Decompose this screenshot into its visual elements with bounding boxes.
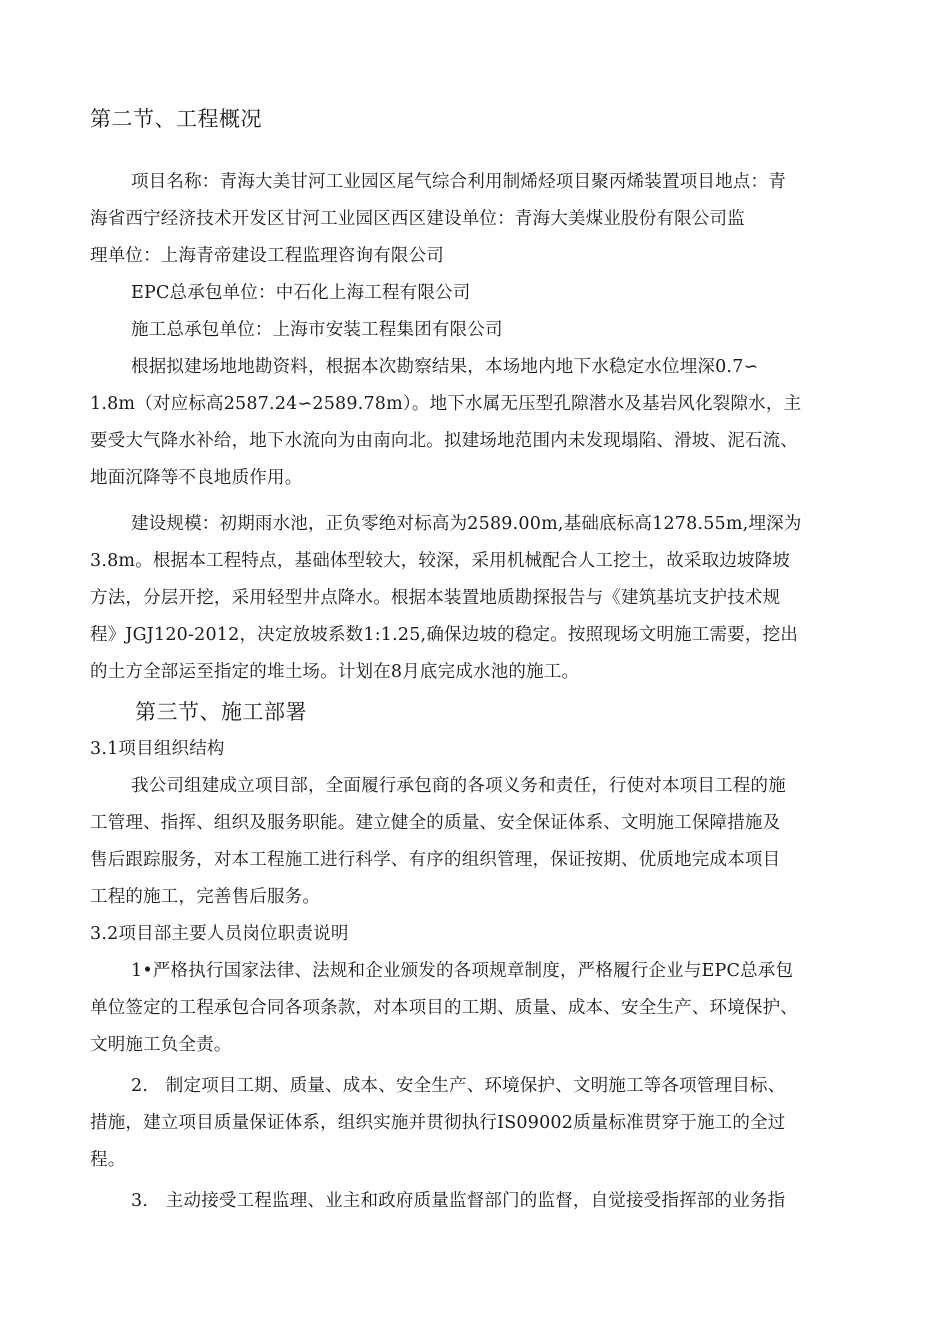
project-info-line: 理单位：上海青帝建设工程监理咨询有限公司 xyxy=(90,246,444,266)
duty-line: 程。 xyxy=(90,1150,126,1170)
project-info-line: 施工总承包单位：上海市安装工程集团有限公司 xyxy=(131,320,503,340)
duty-line: 措施，建立项目质量保证体系，组织实施并贯彻执行IS09002质量标准贯穿于施工的全过 xyxy=(90,1113,786,1133)
duty-line: 1•严格执行国家法律、法规和企业颁发的各项规章制度，严格履行企业与EPC总承包 xyxy=(131,961,794,981)
subsection-heading: 3.2项目部主要人员岗位职责说明 xyxy=(90,924,349,944)
scale-line: 3.8m。根据本工程特点，基础体型较大，较深，采用机械配合人工挖土，故采取边坡降坡 xyxy=(90,551,791,571)
scale-line: 的土方全部运至指定的堆土场。计划在8月底完成水池的施工。 xyxy=(90,662,580,682)
duty-line: 3. 主动接受工程监理、业主和政府质量监督部门的监督，自觉接受指挥部的业务指 xyxy=(131,1191,786,1211)
duty-line: 单位签定的工程承包合同各项条款，对本项目的工期、质量、成本、安全生产、环境保护、 xyxy=(90,998,798,1018)
scale-line: 方法，分层开挖，采用轻型井点降水。根据本装置地质勘探报告与《建筑基坑支护技术规 xyxy=(90,588,781,608)
section-heading-deployment: 第三节、施工部署 xyxy=(135,700,307,724)
geology-line: 根据拟建场地地勘资料，根据本次勘察结果，本场地内地下水稳定水位埋深0.7∽ xyxy=(131,357,759,377)
project-info-line: 海省西宁经济技术开发区甘河工业园区西区建设单位：青海大美煤业股份有限公司监 xyxy=(90,209,745,229)
project-info-line: 项目名称：青海大美甘河工业园区尾气综合利用制烯烃项目聚丙烯装置项目地点：青 xyxy=(131,172,786,192)
scale-line: 建设规模：初期雨水池，正负零绝对标高为2589.00m,基础底标高1278.55m,埋深为 xyxy=(131,514,802,534)
organization-line: 工管理、指挥、组织及服务职能。建立健全的质量、安全保证体系、文明施工保障措施及 xyxy=(90,813,781,833)
duty-line: 文明施工负全责。 xyxy=(90,1035,232,1055)
organization-line: 工程的施工，完善售后服务。 xyxy=(90,887,321,907)
subsection-heading: 3.1项目组织结构 xyxy=(90,739,225,759)
geology-line: 1.8m（对应标高2587.24∽2589.78m）。地下水属无压型孔隙潜水及基岩风化裂隙水，主 xyxy=(90,394,802,414)
geology-line: 要受大气降水补给，地下水流向为由南向北。拟建场地范围内未发现塌陷、滑坡、泥石流、 xyxy=(90,431,798,451)
scale-line: 程》JGJ120-2012，决定放坡系数1:1.25,确保边坡的稳定。按照现场文明施工需要，挖出 xyxy=(90,625,799,645)
geology-line: 地面沉降等不良地质作用。 xyxy=(90,468,303,488)
duty-line: 2. 制定项目工期、质量、成本、安全生产、环境保护、文明施工等各项管理目标、 xyxy=(131,1076,786,1096)
organization-line: 我公司组建成立项目部，全面履行承包商的各项义务和责任，行使对本项目工程的施 xyxy=(131,776,786,796)
section-heading-overview: 第二节、工程概况 xyxy=(90,107,262,131)
project-info-line: EPC总承包单位：中石化上海工程有限公司 xyxy=(131,283,471,303)
organization-line: 售后跟踪服务，对本工程施工进行科学、有序的组织管理，保证按期、优质地完成本项目 xyxy=(90,850,781,870)
